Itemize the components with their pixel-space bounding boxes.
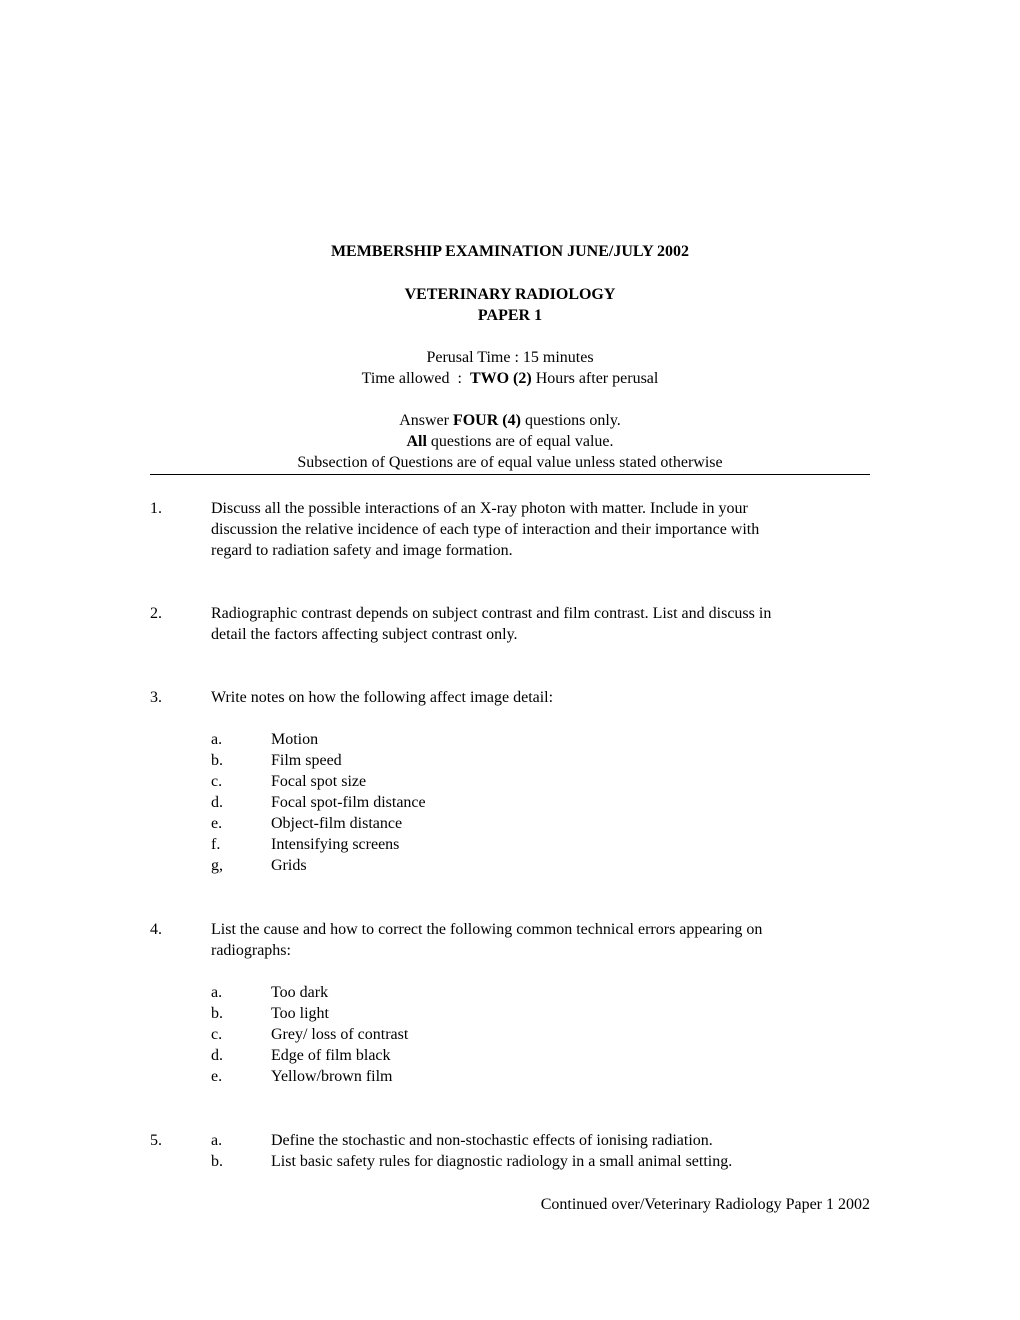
question-number: 4. [150, 921, 162, 938]
answer-suffix: questions only. [520, 412, 621, 429]
paper-title: PAPER 1 [477, 307, 543, 324]
subitem-letter: b. [211, 1005, 223, 1022]
subitem-letter: a. [211, 984, 223, 1001]
continued-footer: Continued over/Veterinary Radiology Paper 1 2002 [540, 1196, 870, 1213]
subitem-letter: c. [211, 773, 223, 790]
value-all: All [406, 433, 427, 450]
subsection-instruction: Subsection of Questions are of equal value unless stated otherwise [297, 454, 723, 471]
divider-line [150, 474, 870, 475]
subitem-text: Motion [271, 731, 319, 748]
subitem-letter: b. [211, 752, 223, 769]
subitem-text: Film speed [271, 752, 342, 769]
question-text-line: detail the factors affecting subject contrast only. [211, 626, 518, 643]
subitem-letter: g, [211, 857, 223, 874]
subitem-letter: d. [211, 794, 223, 811]
question-text-line: List the cause and how to correct the following common technical errors appearing on [211, 921, 763, 938]
time-allowed [150, 368, 870, 389]
question-text-line: Discuss all the possible interactions of an X-ray photon with matter. Include in your [211, 500, 748, 517]
subitem-text: Too dark [271, 984, 329, 1001]
question-text-line: radiographs: [211, 942, 291, 959]
subitem-letter: a. [211, 1132, 223, 1149]
subitem-text: Yellow/brown film [271, 1068, 393, 1085]
subitem-text: Define the stochastic and non-stochastic effects of ionising radiation. [271, 1132, 713, 1149]
question-text-line: Radiographic contrast depends on subject contrast and film contrast. List and discuss in [211, 605, 772, 622]
time-allowed-value: TWO (2) [469, 370, 532, 387]
subitem-letter: d. [211, 1047, 223, 1064]
value-instruction [150, 431, 870, 452]
exam-title: MEMBERSHIP EXAMINATION JUNE/JULY 2002 [330, 243, 690, 260]
subitem-letter: a. [211, 731, 223, 748]
subject-title: VETERINARY RADIOLOGY [404, 286, 616, 303]
perusal-time: Perusal Time : 15 minutes [426, 349, 594, 366]
subitem-letter: c. [211, 1026, 223, 1043]
subitem-letter: f. [211, 836, 221, 853]
question-text-line: discussion the relative incidence of each type of interaction and their importance with [211, 521, 760, 538]
question-text-line: regard to radiation safety and image formation. [211, 542, 513, 559]
question-number: 5. [150, 1132, 162, 1149]
subitem-text: Too light [271, 1005, 329, 1022]
answer-instruction [150, 410, 870, 431]
time-allowed-prefix: Time allowed : [361, 370, 470, 387]
value-suffix: questions are of equal value. [426, 433, 614, 450]
subitem-text: Grey/ loss of contrast [271, 1026, 409, 1043]
answer-count: FOUR (4) [452, 412, 521, 429]
time-allowed-suffix: Hours after perusal [531, 370, 659, 387]
question-number: 1. [150, 500, 162, 517]
subitem-text: List basic safety rules for diagnostic radiology in a small animal setting. [271, 1153, 733, 1170]
answer-prefix: Answer [399, 412, 453, 429]
subitem-text: Grids [271, 857, 307, 874]
subitem-letter: e. [211, 815, 223, 832]
subitem-text: Intensifying screens [271, 836, 400, 853]
subitem-text: Edge of film black [271, 1047, 391, 1064]
subitem-text: Object-film distance [271, 815, 403, 832]
subitem-letter: b. [211, 1153, 223, 1170]
subitem-letter: e. [211, 1068, 223, 1085]
question-number: 2. [150, 605, 162, 622]
subitem-text: Focal spot size [271, 773, 367, 790]
question-text-line: Write notes on how the following affect image detail: [211, 689, 554, 706]
question-number: 3. [150, 689, 162, 706]
subitem-text: Focal spot-film distance [271, 794, 426, 811]
